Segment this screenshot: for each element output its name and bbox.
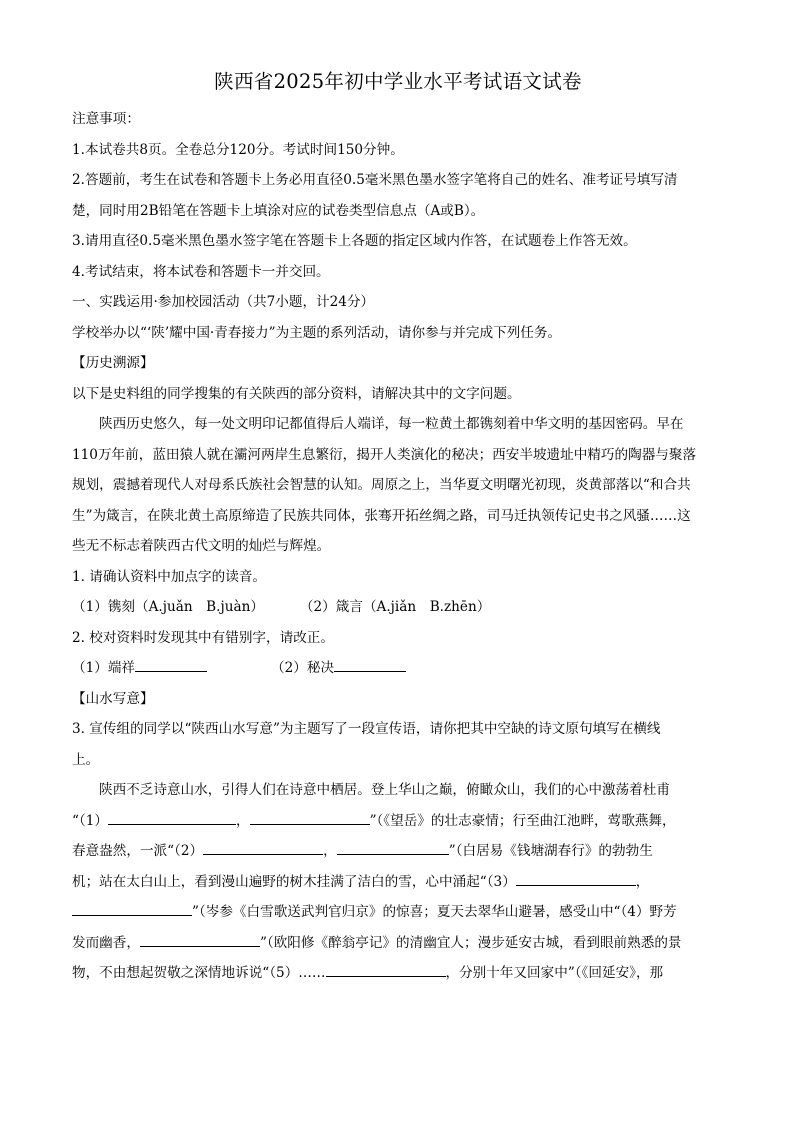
question-stem: 上。 — [72, 751, 100, 768]
part-heading: 【山水写意】 — [72, 690, 154, 707]
passage-line: 些无不标志着陕西古代文明的灿烂与辉煌。 — [72, 538, 331, 554]
answer-blank[interactable] — [516, 872, 636, 886]
text-fragment: ，分别十年又回家中”（《回延安》，那 — [445, 965, 664, 981]
option-1: （1）镌刻（A.juǎn B.juàn） — [72, 599, 264, 615]
option-2: （2）箴言（A.jiǎn B.zhēn） — [299, 599, 491, 615]
section-intro: 学校举办以“‘陕’耀中国·青春接力”为主题的系列活动，请你参与并完成下列任务。 — [72, 324, 562, 341]
passage-line — [72, 958, 724, 989]
text-fragment: ， — [323, 843, 337, 859]
question-stem: 1. 请确认资料中加点字的读音。 — [72, 568, 267, 585]
part-heading: 【历史溯源】 — [72, 355, 154, 371]
notice-heading: 注意事项： — [72, 111, 140, 127]
text-fragment: “（1） — [72, 812, 108, 829]
question-stem: 3. 宣传组的同学以“陕西山水写意”为主题写了一段宣传语，请你把其中空缺的诗文原句填写在横线 — [72, 721, 661, 737]
section-heading: 一、实践运用·参加校园活动（共7小题，计24分） — [72, 294, 375, 310]
text-fragment: 发而幽香， — [72, 934, 140, 951]
answer-blank[interactable] — [72, 902, 192, 916]
passage-line: 陕西不乏诗意山水，引得人们在诗意中栖居。登上华山之巅，俯瞰众山，我们的心中激荡着杜甫 — [99, 782, 670, 798]
passage-line: 规划，震撼着现代人对母系氏族社会智慧的认知。周原之上，当华夏文明曙光初现，炎黄部落以“和合共 — [72, 477, 691, 493]
text-fragment: 物，不由想起贺敬之深情地诉说“（5）…… — [72, 965, 326, 981]
notice-item: 1.本试卷共8页。全卷总分120分。考试时间150分钟。 — [72, 141, 404, 158]
answer-label-1: （1）端祥 — [72, 660, 136, 676]
answer-blank[interactable] — [203, 841, 323, 855]
part-intro: 以下是史料组的同学搜集的有关陕西的部分资料，请解决其中的文字问题。 — [72, 385, 521, 402]
text-fragment: ”（白居易《钱塘湖春行》的勃勃生 — [448, 843, 653, 859]
notice-item: 3.请用直径0.5毫米黑色墨水签字笔在答题卡上各题的指定区域内作答，在试题卷上作答无效。 — [72, 233, 637, 249]
passage-line — [72, 836, 724, 867]
answer-blank[interactable] — [135, 658, 207, 672]
notice-item: 4.考试结束，将本试卷和答题卡一并交回。 — [72, 263, 330, 280]
answer-blank[interactable] — [326, 963, 446, 977]
answer-label-2: （2）秘决 — [271, 660, 335, 676]
passage-line — [72, 897, 724, 928]
answer-blank[interactable] — [250, 811, 370, 825]
page-title: 陕西省2025年初中学业水平考试语文试卷 — [214, 70, 582, 93]
answer-blank[interactable] — [334, 658, 406, 672]
notice-item: 楚，同时用2B铅笔在答题卡上填涂对应的试卷类型信息点（A或B）。 — [72, 202, 485, 219]
text-fragment: 春意盎然，一派“（2） — [72, 843, 204, 859]
passage-line — [72, 806, 724, 837]
exam-page — [72, 62, 724, 989]
answer-blank[interactable] — [108, 811, 236, 825]
passage-line — [72, 928, 724, 959]
question-stem: 2. 校对资料时发现其中有错别字，请改正。 — [72, 629, 334, 646]
passage-line — [72, 867, 724, 898]
passage-line: 陕西历史悠久，每一处文明印记都值得后人端详，每一粒黄土都镌刻着中华文明的基因密码。早在 — [99, 416, 684, 432]
text-fragment: ， — [635, 873, 650, 890]
text-fragment: ”（《望岳》的壮志豪情；行至曲江池畔，莺歌燕舞， — [369, 812, 676, 829]
answer-blank[interactable] — [140, 933, 260, 947]
notice-item: 2.答题前，考生在试卷和答题卡上务必用直径0.5毫米黑色墨水签字笔将自己的姓名、准考证号填写清 — [72, 172, 678, 188]
passage-line: 110万年前，蓝田猿人就在灞河两岸生息繁衍，揭开人类演化的秘决；西安半坡遗址中精巧的陶器与聚落 — [72, 446, 697, 463]
text-fragment: ， — [236, 812, 250, 829]
question-answers — [72, 653, 724, 684]
answer-blank[interactable] — [337, 841, 449, 855]
text-fragment: ”（岑参《白雪歌送武判官归京》的惊喜；夏天去翠华山避暑，感受山中“（4）野芳 — [192, 904, 677, 920]
text-fragment: 机；站在太白山上，看到漫山遍野的树木挂满了洁白的雪，心中涌起“（3） — [72, 873, 516, 890]
text-fragment: ”（欧阳修《醉翁亭记》的清幽宜人；漫步延安古城，看到眼前熟悉的景 — [259, 934, 682, 951]
passage-line: 生”为箴言，在陕北黄土高原缔造了民族共同体，张骞开拓丝绸之路，司马迁执领传记史书之风骚……这 — [72, 507, 691, 524]
question-options — [72, 592, 724, 623]
